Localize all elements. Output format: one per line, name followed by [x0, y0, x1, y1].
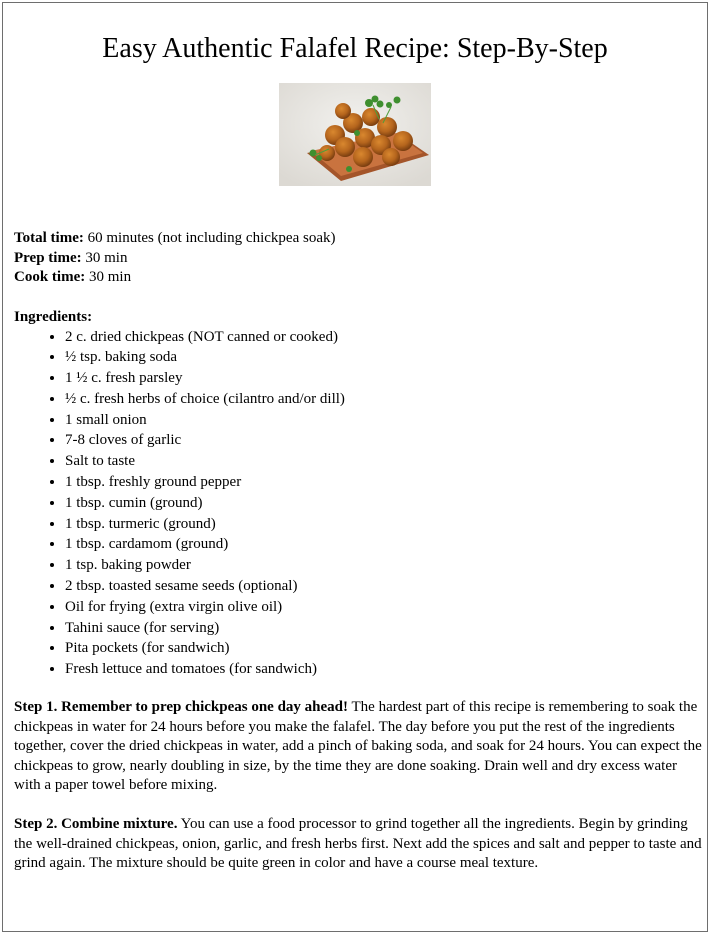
recipe-page [2, 2, 708, 932]
list-item: • 1 ½ c. fresh parsley [65, 368, 704, 389]
step-2-body: You can use a food processor to grind together all the ingredients. Begin by grinding the well-drained chickpeas, onion, garlic, and fresh herbs first. Next add the spices and salt and pepper to taste and grind again. The mixture should be quite green in color and have a course meal texture. [14, 816, 702, 872]
falafel-plate-illustration [279, 83, 431, 186]
list-item: • 1 tbsp. turmeric (ground) [65, 514, 704, 535]
ingredients-heading: Ingredients: [14, 308, 93, 325]
cook-time [14, 267, 704, 287]
list-item: • 1 tbsp. cardamom (ground) [65, 534, 704, 555]
list-item: • 1 tbsp. cumin (ground) [65, 493, 704, 514]
falafel-photo [279, 83, 431, 186]
recipe-content [14, 228, 704, 874]
list-item: • Oil for frying (extra virgin olive oil) [65, 597, 704, 618]
total-time-label: Total time: [14, 230, 84, 246]
page-title: Easy Authentic Falafel Recipe: Step-By-Step [102, 33, 608, 64]
total-time-value: 60 minutes (not including chickpea soak) [83, 230, 336, 246]
cook-time-value: 30 min [85, 269, 132, 285]
list-item: • Fresh lettuce and tomatoes (for sandwich) [65, 659, 704, 680]
list-item: • 2 tbsp. toasted sesame seeds (optional) [65, 576, 704, 597]
step-1-heading: Step 1. Remember to prep chickpeas one day ahead! [14, 699, 349, 716]
list-item: • Pita pockets (for sandwich) [65, 638, 704, 659]
step-2-paragraph [14, 815, 704, 874]
list-item: • 2 c. dried chickpeas (NOT canned or cooked) [65, 327, 704, 348]
cook-time-label: Cook time: [14, 269, 86, 285]
total-time [14, 228, 704, 248]
list-item: • Salt to taste [65, 451, 704, 472]
prep-time [14, 248, 704, 268]
list-item: • 1 tsp. baking powder [65, 555, 704, 576]
step-2-heading: Step 2. Combine mixture. [14, 816, 178, 833]
list-item: • 1 small onion [65, 410, 704, 431]
ingredients-list [14, 327, 704, 681]
list-item: • 1 tbsp. freshly ground pepper [65, 472, 704, 493]
list-item: • ½ tsp. baking soda [65, 347, 704, 368]
list-item: • 7-8 cloves of garlic [65, 430, 704, 451]
step-1-body: The hardest part of this recipe is remembering to soak the chickpeas in water for 24 hours before you make the falafel. The day before you put the rest of the ingredients together, cover the dried chickpeas in water, add a pinch of baking soda, and soak for 24 hours. You can expect the chickpeas to grow, nearly doubling in size, by the time they are done soaking. Drain well and dry excess water with a paper towel before mixing. [14, 699, 702, 794]
step-1-paragraph [14, 698, 704, 796]
prep-time-label: Prep time: [14, 249, 82, 266]
list-item: • Tahini sauce (for serving) [65, 618, 704, 639]
list-item: • ½ c. fresh herbs of choice (cilantro and/or dill) [65, 389, 704, 410]
prep-time-value: 30 min [81, 249, 128, 266]
time-section [14, 228, 704, 287]
